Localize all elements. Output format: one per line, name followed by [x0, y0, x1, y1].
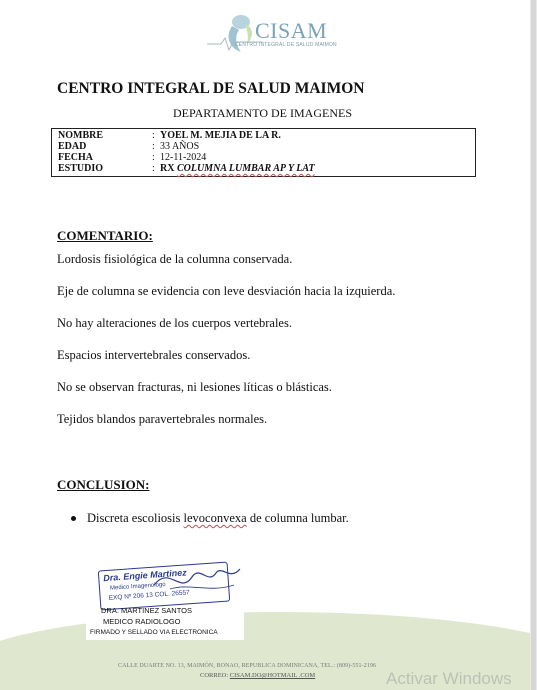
patient-separator: : [152, 152, 155, 163]
conclusion-text-word: levoconvexa [183, 511, 247, 525]
patient-label: NOMBRE [58, 130, 103, 141]
patient-value: YOEL M. MEJIA DE LA R. [160, 130, 281, 141]
logo-subtitle: CENTRO INTEGRAL DE SALUD MAIMON [235, 42, 337, 48]
comentario-line: Eje de columna se evidencia con leve desviación hacia la izquierda. [57, 284, 396, 298]
cisam-logo [205, 8, 337, 56]
email-address: CISAM.DO@HOTMAIL .COM [229, 672, 316, 679]
comentario-line: Tejidos blandos paravertebrales normales. [57, 412, 268, 426]
logo-name: CISAM [255, 18, 328, 43]
activation-watermark: Activar Windows [386, 669, 512, 688]
comentario-line: No se observan fracturas, ni lesiones líticas o blásticas. [57, 380, 332, 394]
stamp-role: Medico Imagenologo [109, 581, 166, 592]
patient-value: 33 AÑOS [160, 141, 200, 152]
patient-row-date [58, 152, 469, 163]
comentario-line: Espacios intervertebrales conservados. [57, 348, 251, 362]
email-prefix: CORREO: [200, 672, 230, 679]
patient-label: EDAD [58, 141, 87, 152]
comentario-line: Lordosis fisiológica de la columna conservada. [57, 252, 293, 266]
conclusion-text-post: de columna lumbar. [246, 511, 349, 525]
conclusion-bullet [71, 511, 349, 526]
patient-value [160, 163, 315, 174]
signature-note: FIRMADO Y SELLADO VIA ELECTRONICA [90, 629, 218, 636]
handwritten-signature-icon [150, 555, 245, 605]
patient-info-box [51, 128, 476, 177]
patient-row-name [58, 130, 469, 141]
scrollbar-thumb[interactable] [531, 0, 536, 690]
page-title: CENTRO INTEGRAL DE SALUD MAIMON [57, 80, 365, 97]
vertical-scrollbar[interactable] [530, 0, 537, 690]
signer-title: MEDICO RADIOLOGO [103, 617, 181, 626]
footer-email [200, 672, 315, 679]
patient-separator: : [152, 163, 155, 174]
department-label: DEPARTAMENTO DE IMAGENES [173, 106, 352, 120]
comentario-line: No hay alteraciones de los cuerpos vertebrales. [57, 316, 292, 330]
study-name: COLUMNA LUMBAR AP Y LAT [176, 163, 315, 174]
conclusion-heading: CONCLUSION: [57, 477, 150, 492]
patient-value: 12-11-2024 [160, 152, 207, 163]
patient-row-age [58, 141, 469, 152]
patient-label: ESTUDIO [58, 163, 104, 174]
patient-label: FECHA [58, 152, 93, 163]
stamp-exequatur: EXQ Nº 206 13 COL. 26557 [108, 589, 190, 602]
stamp-name: Dra. Engie Martinez [102, 567, 187, 584]
study-prefix: RX [160, 163, 177, 174]
signer-name: DRA. MARTINEZ SANTOS [101, 606, 192, 615]
bullet-icon [71, 516, 76, 521]
footer-address: CALLE DUARTE NO. 13, MAIMÓN, BONAO, REPUBLICA DOMINICANA, TEL.: (809)-551-2196 [118, 663, 377, 669]
comentario-heading: COMENTARIO: [57, 228, 153, 243]
patient-separator: : [152, 130, 155, 141]
patient-row-study [58, 163, 469, 174]
conclusion-text-pre: Discreta escoliosis [87, 511, 184, 525]
patient-separator: : [152, 141, 155, 152]
